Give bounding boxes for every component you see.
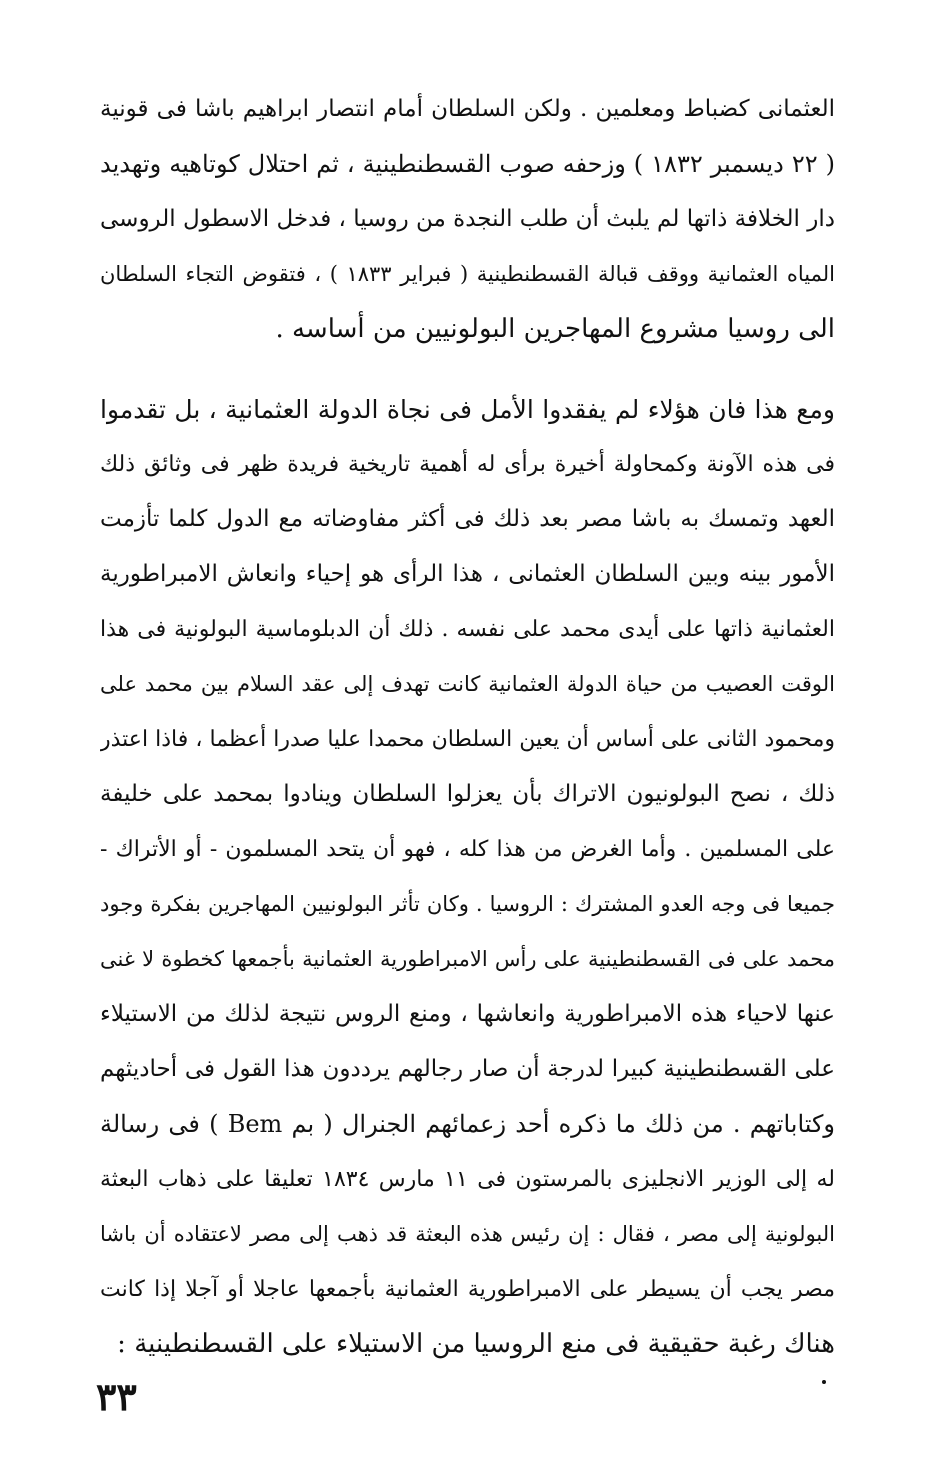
text-line: وكتاباتهم . من ذلك ما ذكره أحد زعمائهم الجنرال ( بم Bem ) فى رسالة (100, 1110, 835, 1138)
text-line: ( ٢٢ ديسمبر ١٨٣٢ ) وزحفه صوب القسطنطينية ، ثم احتلال كوتاهيه وتهديد (100, 150, 835, 178)
text-line: المياه العثمانية ووقف قبالة القسطنطينية ( فبراير ١٨٣٣ ) ، فتقوض التجاء السلطان (100, 262, 835, 286)
text-line: هناك رغبة حقيقية فى منع الروسيا من الاستيلاء على القسطنطينية : (117, 1329, 835, 1359)
text-line: عنها لاحياء هذه الامبراطورية وانعاشها ، ومنع الروس نتيجة لذلك من الاستيلاء (100, 1001, 835, 1027)
text-line: على المسلمين . وأما الغرض من هذا كله ، فهو أن يتحد المسلمون - أو الأتراك - (100, 837, 835, 862)
paragraph-2 (100, 382, 835, 1372)
text-line: محمد على فى القسطنطينية على رأس الامبراطورية العثمانية بأجمعها كخطوة لا غنى (100, 947, 835, 971)
text-line: له إلى الوزير الانجليزى بالمرستون فى ١١ مارس ١٨٣٤ تعليقا على ذهاب البعثة (100, 1167, 835, 1192)
text-line: الأمور بينه وبين السلطان العثمانى ، هذا الرأى هو إحياء وانعاش الامبراطورية (100, 561, 835, 587)
text-line: فى هذه الآونة وكمحاولة أخيرة برأى له أهمية تاريخية فريدة ظهر فى وثائق ذلك (100, 452, 835, 477)
paragraph-1 (100, 82, 835, 357)
text-line: جميعا فى وجه العدو المشترك : الروسيا . وكان تأثر البولونيين المهاجرين بفكرة وجود (100, 892, 835, 916)
text-line: العثمانية ذاتها على أيدى محمد على نفسه . ذلك أن الدبلوماسية البولونية فى هذا (100, 617, 835, 642)
text-line: الوقت العصيب من حياة الدولة العثمانية كانت تهدف إلى عقد السلام بين محمد على (100, 672, 835, 696)
text-line: مصر يجب أن يسيطر على الامبراطورية العثمانية بأجمعها عاجلا أو آجلا إذا كانت (100, 1277, 835, 1302)
text-line: ومحمود الثانى على أساس أن يعين السلطان محمدا عليا صدرا أعظما ، فاذا اعتذر (100, 727, 835, 752)
text-line: دار الخلافة ذاتها لم يلبث أن طلب النجدة من روسيا ، فدخل الاسطول الروسى (100, 206, 835, 232)
text-line: على القسطنطينية كبيرا لدرجة أن صار رجالهم يرددون هذا القول فى أحاديثهم (100, 1056, 835, 1082)
text-line: العهد وتمسك به باشا مصر بعد ذلك فى أكثر مفاوضاته مع الدول كلما تأزمت (100, 506, 835, 532)
ink-dot (822, 1380, 826, 1384)
page-number: ٣٣ (96, 1374, 137, 1419)
text-line: ذلك ، نصح البولونيون الاتراك بأن يعزلوا السلطان وينادوا بمحمد على خليفة (100, 781, 835, 807)
text-line: البولونية إلى مصر ، فقال : إن رئيس هذه البعثة قد ذهب إلى مصر لاعتقاده أن باشا (100, 1222, 835, 1246)
text-line: العثمانى كضباط ومعلمين . ولكن السلطان أمام انتصار ابراهيم باشا فى قونية (100, 96, 835, 122)
text-line: ومع هذا فان هؤلاء لم يفقدوا الأمل فى نجاة الدولة العثمانية ، بل تقدموا (100, 395, 835, 424)
text-line: الى روسيا مشروع المهاجرين البولونيين من أساسه . (275, 314, 835, 344)
